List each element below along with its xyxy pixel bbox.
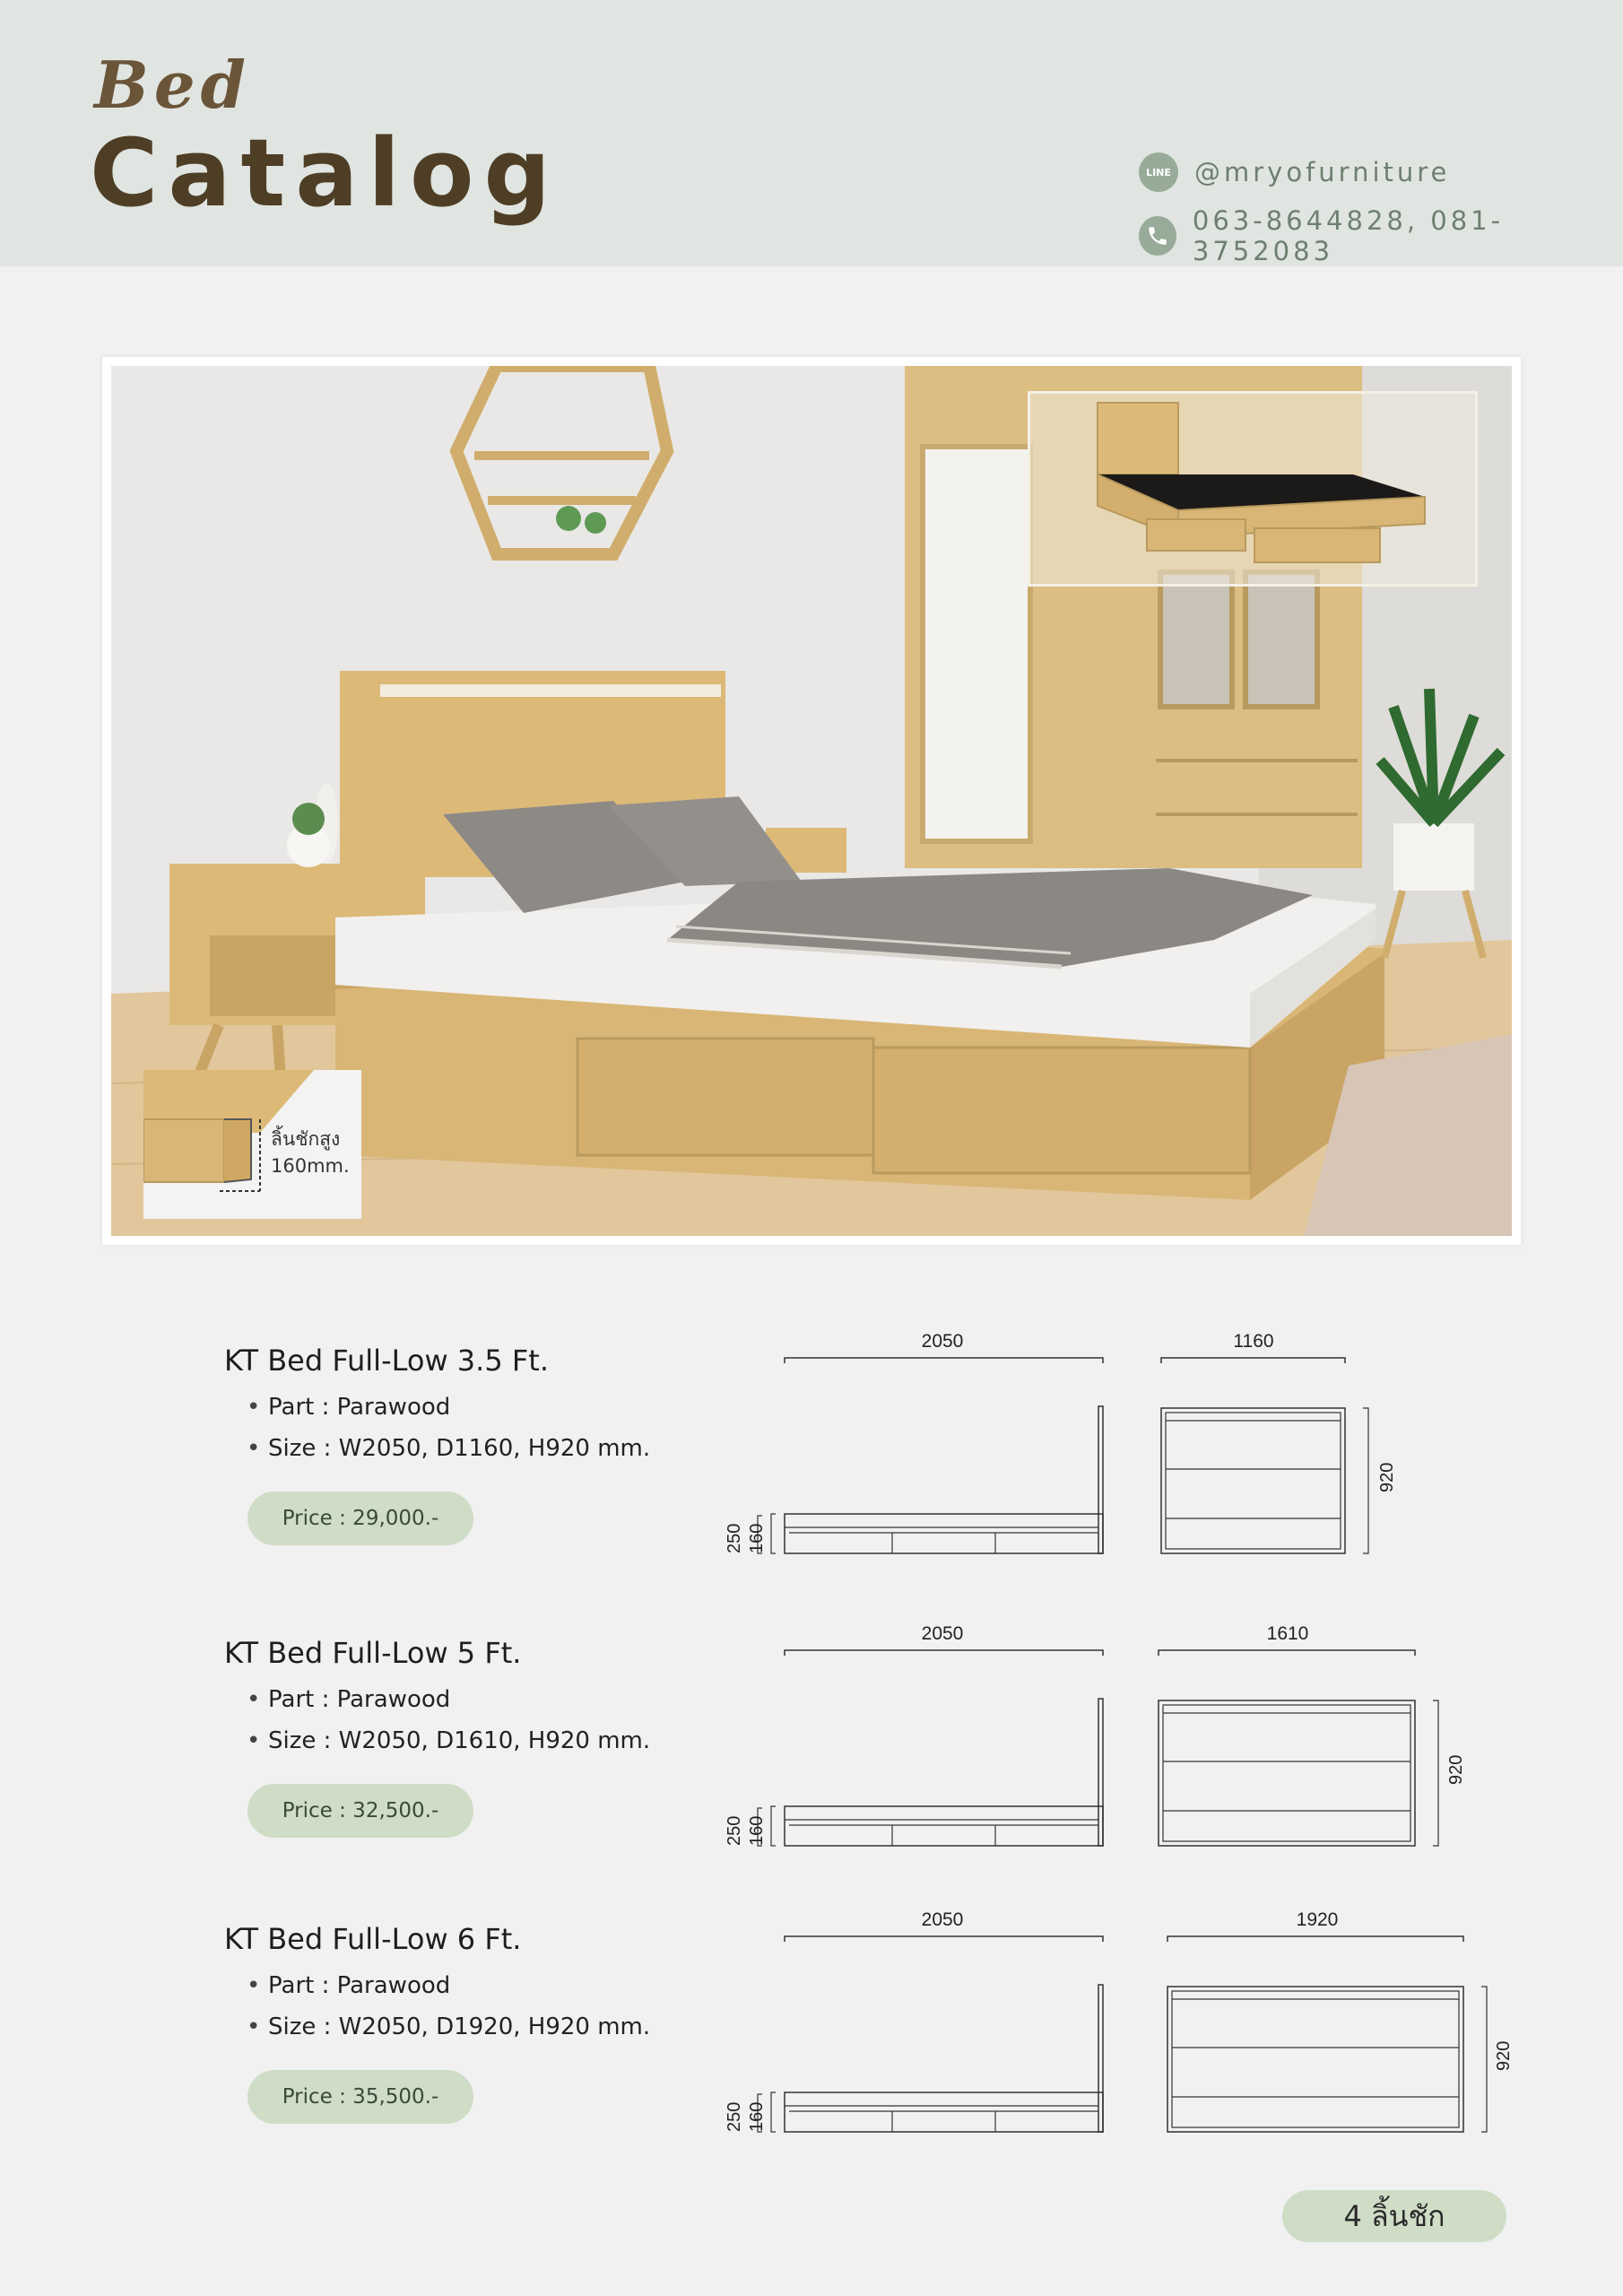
bed-drawer-inset-render [1028, 391, 1478, 587]
product-size: • Size : W2050, D1610, H920 mm. [247, 1727, 650, 1754]
title-bed: Bed [94, 47, 252, 123]
header-band [0, 0, 1623, 266]
dimension-drawing [690, 1904, 1515, 2155]
price-badge[interactable]: Price : 32,500.- [247, 1784, 473, 1838]
price-badge[interactable]: Price : 35,500.- [247, 2070, 473, 2124]
dimension-drawing [690, 1326, 1497, 1577]
dim-drawer: 160 [747, 2101, 767, 2132]
product-kt-bed-3-5ft [0, 1331, 1623, 1613]
product-name: KT Bed Full-Low 6 Ft. [224, 1922, 522, 1956]
dim-base: 250 [725, 1815, 744, 1846]
drawer-height-inset [143, 1070, 361, 1219]
dim-length: 2050 [921, 1623, 964, 1644]
drawer-note-line2: 160mm. [271, 1155, 350, 1177]
line-handle[interactable]: @mryofurniture [1194, 157, 1451, 187]
line-contact[interactable] [1139, 152, 1450, 192]
product-kt-bed-5ft [0, 1623, 1623, 1905]
product-part: • Part : Parawood [247, 1686, 450, 1713]
dim-width: 1160 [1233, 1331, 1274, 1352]
product-part: • Part : Parawood [247, 1972, 450, 1999]
dim-drawer: 160 [747, 1815, 767, 1846]
price-badge[interactable]: Price : 29,000.- [247, 1492, 473, 1545]
dim-drawer: 160 [747, 1523, 767, 1553]
dim-height: 920 [1494, 2040, 1514, 2071]
product-name: KT Bed Full-Low 5 Ft. [224, 1636, 522, 1670]
dim-base: 250 [725, 1523, 744, 1553]
dim-base: 250 [725, 2101, 744, 2132]
dim-width: 1610 [1266, 1623, 1309, 1644]
product-part: • Part : Parawood [247, 1394, 450, 1421]
title-catalog: Catalog [90, 118, 560, 228]
phone-icon [1139, 216, 1176, 256]
drawer-height-note [271, 1126, 350, 1179]
dimension-drawing [690, 1618, 1497, 1869]
dim-height: 920 [1377, 1462, 1397, 1492]
dim-width: 1920 [1296, 1909, 1339, 1930]
phone-contact[interactable] [1139, 205, 1623, 266]
dim-length: 2050 [921, 1909, 964, 1930]
line-icon: LINE [1139, 152, 1178, 192]
phone-numbers[interactable]: 063-8644828, 081-3752083 [1192, 205, 1505, 266]
drawer-note-line1: ลิ้นชักสูง [271, 1128, 341, 1150]
product-size: • Size : W2050, D1920, H920 mm. [247, 2013, 650, 2040]
drawer-count-badge: 4 ลิ้นชัก [1282, 2190, 1506, 2242]
dim-length: 2050 [921, 1331, 964, 1352]
product-size: • Size : W2050, D1160, H920 mm. [247, 1435, 650, 1462]
product-name: KT Bed Full-Low 3.5 Ft. [224, 1344, 549, 1378]
dim-height: 920 [1446, 1754, 1466, 1785]
product-kt-bed-6ft [0, 1909, 1623, 2191]
